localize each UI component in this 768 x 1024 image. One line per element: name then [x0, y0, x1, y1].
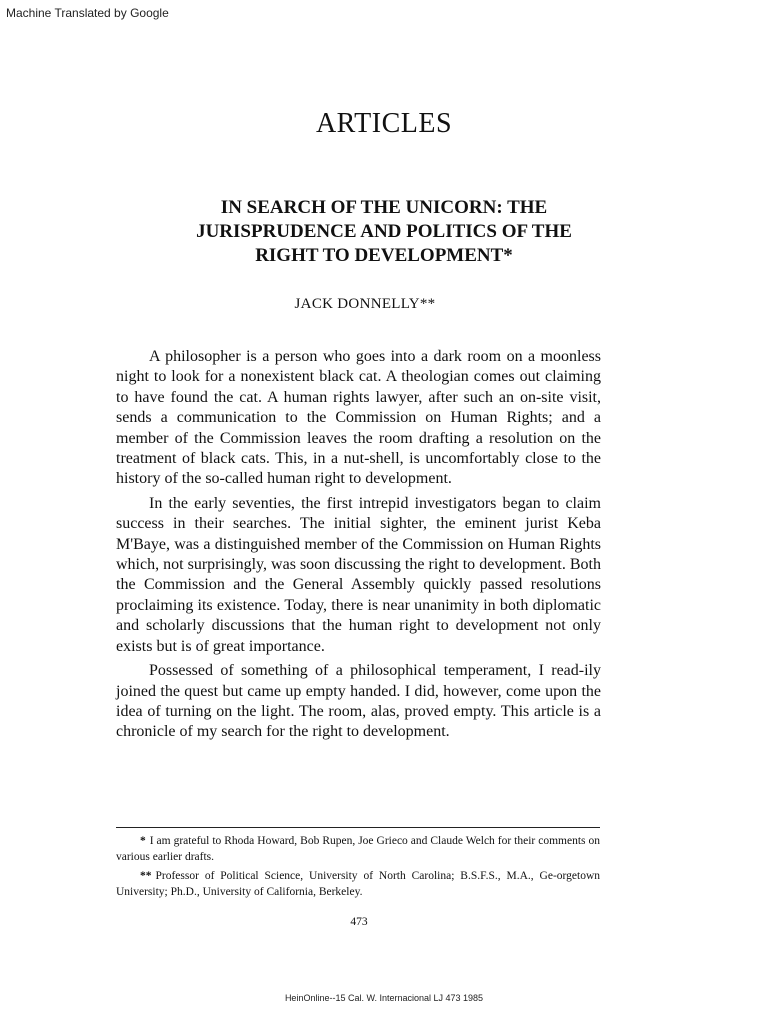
article-title-line: RIGHT TO DEVELOPMENT*	[255, 245, 513, 266]
source-citation: HeinOnline--15 Cal. W. Internacional LJ 473 1985	[284, 993, 484, 1003]
section-title: ARTICLES	[315, 108, 453, 139]
article-body	[116, 347, 601, 747]
machine-translation-banner: Machine Translated by Google	[6, 6, 169, 20]
footnote-text: Professor of Political Science, University of North Carolina; B.S.F.S., M.A., Ge-orgetown University; Ph.D., University of California, Berkeley.	[116, 870, 600, 898]
footnote-text: I am grateful to Rhoda Howard, Bob Rupen, Joe Grieco and Claude Welch for their comments on various earlier drafts.	[116, 835, 600, 863]
body-paragraph: A philosopher is a person who goes into a dark room on a moonless night to look for a nonexistent black cat. A theologian comes out claiming to have found the cat. A human rights lawyer, after such an on-site visit, sends a communication to the Commission on Human Rights; and a member of the Commission leaves the room drafting a resolution on the treatment of black cats. This, in a nut-shell, is uncomfortably close to the history of the so-called human right to development.	[116, 348, 601, 488]
body-paragraph: In the early seventies, the first intrepid investigators began to claim success in their searches. The initial sighter, the eminent jurist Keba M'Baye, was a distinguished member of the Commission on Human Rights which, not surprisingly, was soon discussing the right to development. Both the Commission and the General Assembly quickly passed resolutions proclaiming its existence. Today, there is near unanimity in both diplomatic and scholarly discussions that the human right to development not only exists but is of great importance.	[116, 494, 601, 655]
page-number: 473	[350, 916, 368, 928]
body-paragraph: Possessed of something of a philosophical temperament, I read-ily joined the quest but came up empty handed. I did, however, come upon the idea of turning on the light. The room, alas, proved empty. This article is a chronicle of my search for the right to development.	[116, 662, 601, 741]
footnote-marker: **	[140, 870, 152, 883]
footnote-marker: *	[140, 835, 146, 847]
author-name: JACK DONNELLY**	[294, 296, 436, 312]
article-title-line: JURISPRUDENCE AND POLITICS OF THE	[196, 221, 572, 242]
article-title-line: IN SEARCH OF THE UNICORN: THE	[220, 197, 548, 218]
article-title	[120, 196, 648, 268]
footnote-divider	[116, 827, 600, 828]
footnote	[116, 834, 600, 865]
footnote	[116, 869, 600, 900]
footnotes	[116, 834, 600, 904]
